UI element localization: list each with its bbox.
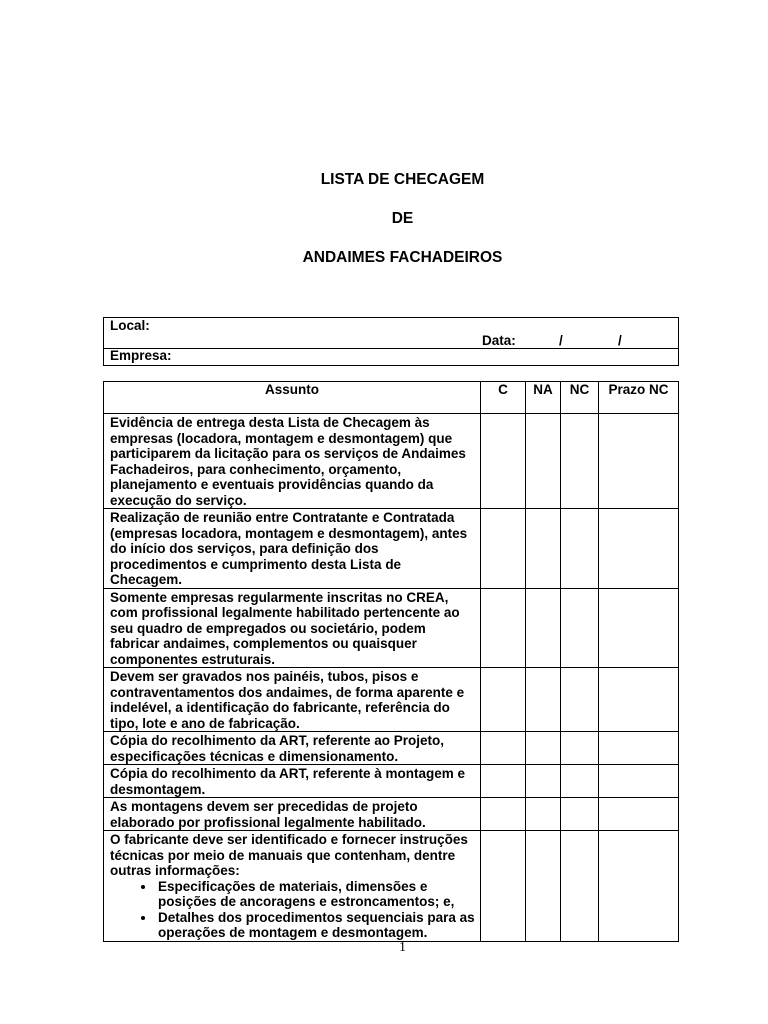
cell-c	[481, 798, 526, 831]
cell-nc	[561, 798, 599, 831]
table-row	[104, 588, 679, 668]
header-na: NA	[526, 382, 561, 414]
table-row	[104, 414, 679, 509]
cell-na	[526, 588, 561, 668]
bullet-item: • Especificações de materiais, dimensões e posições de ancoragens e estroncamentos; e,	[156, 879, 475, 910]
cell-prazo	[599, 588, 679, 668]
cell-na	[526, 831, 561, 942]
cell-na	[526, 798, 561, 831]
header-assunto: Assunto	[104, 382, 481, 414]
header-c: C	[481, 382, 526, 414]
local-label: Local:	[110, 318, 150, 333]
table-row	[104, 765, 679, 798]
header-nc: NC	[561, 382, 599, 414]
cell-c	[481, 732, 526, 765]
cell-nc	[561, 588, 599, 668]
row-subject: Realização de reunião entre Contratante e Contratada (empresas locadora, montagem e desmontagem), antes do início dos serviços, para definição dos procedimentos e cumprimento desta Lista de Checagem.	[104, 509, 481, 589]
header-info-box	[103, 317, 679, 366]
cell-nc	[561, 765, 599, 798]
cell-na	[526, 765, 561, 798]
cell-na	[526, 414, 561, 509]
row-subject: O fabricante deve ser identificado e fornecer instruções técnicas por meio de manuais que contenham, dentre outras informações:	[110, 832, 468, 878]
row-subject: Evidência de entrega desta Lista de Checagem às empresas (locadora, montagem e desmontagem) que participarem da licitação para os serviços de Andaimes Fachadeiros, para conhecimento, orçamento, planejamento e eventuais providências quando da execução do serviço.	[104, 414, 481, 509]
cell-prazo	[599, 831, 679, 942]
cell-c	[481, 765, 526, 798]
table-header-row	[104, 382, 679, 414]
cell-nc	[561, 732, 599, 765]
table-row	[104, 509, 679, 589]
row-subject: Cópia do recolhimento da ART, referente ao Projeto, especificações técnicas e dimensionamento.	[104, 732, 481, 765]
cell-c	[481, 588, 526, 668]
cell-prazo	[599, 765, 679, 798]
cell-nc	[561, 414, 599, 509]
date-slash-1: /	[559, 333, 563, 348]
bullet-list	[110, 879, 475, 941]
cell-na	[526, 732, 561, 765]
table-row	[104, 831, 679, 942]
header-prazo-nc: Prazo NC	[599, 382, 679, 414]
cell-nc	[561, 509, 599, 589]
cell-nc	[561, 668, 599, 732]
header-divider	[104, 348, 678, 349]
title-line-2: DE	[391, 210, 414, 227]
cell-c	[481, 668, 526, 732]
row-subject: Somente empresas regularmente inscritas no CREA, com profissional legalmente habilitado pertencente ao seu quadro de empregados ou societário, podem fabricar andaimes, complementos ou quaisquer componentes estruturais.	[104, 588, 481, 668]
cell-na	[526, 509, 561, 589]
row-subject: Devem ser gravados nos painéis, tubos, pisos e contraventamentos dos andaimes, de forma aparente e indelével, a identificação do fabricante, referência do tipo, lote e ano de fabricação.	[104, 668, 481, 732]
table-row	[104, 732, 679, 765]
page-number: 1	[399, 940, 406, 955]
cell-prazo	[599, 798, 679, 831]
row-subject: As montagens devem ser precedidas de projeto elaborado por profissional legalmente habilitado.	[104, 798, 481, 831]
checklist-table	[103, 381, 679, 942]
cell-prazo	[599, 668, 679, 732]
bullet-item: • Detalhes dos procedimentos sequenciais para as operações de montagem e desmontagem.	[156, 910, 475, 941]
table-row	[104, 798, 679, 831]
date-slash-2: /	[618, 333, 622, 348]
empresa-label: Empresa:	[110, 348, 172, 363]
cell-prazo	[599, 732, 679, 765]
cell-prazo	[599, 414, 679, 509]
cell-prazo	[599, 509, 679, 589]
cell-nc	[561, 831, 599, 942]
cell-c	[481, 509, 526, 589]
title-line-1: LISTA DE CHECAGEM	[320, 171, 485, 188]
date-label: Data:	[482, 333, 516, 348]
cell-c	[481, 414, 526, 509]
row-subject-with-bullets	[104, 831, 481, 942]
row-subject: Cópia do recolhimento da ART, referente à montagem e desmontagem.	[104, 765, 481, 798]
cell-c	[481, 831, 526, 942]
cell-na	[526, 668, 561, 732]
title-line-3: ANDAIMES FACHADEIROS	[302, 249, 503, 266]
table-row	[104, 668, 679, 732]
